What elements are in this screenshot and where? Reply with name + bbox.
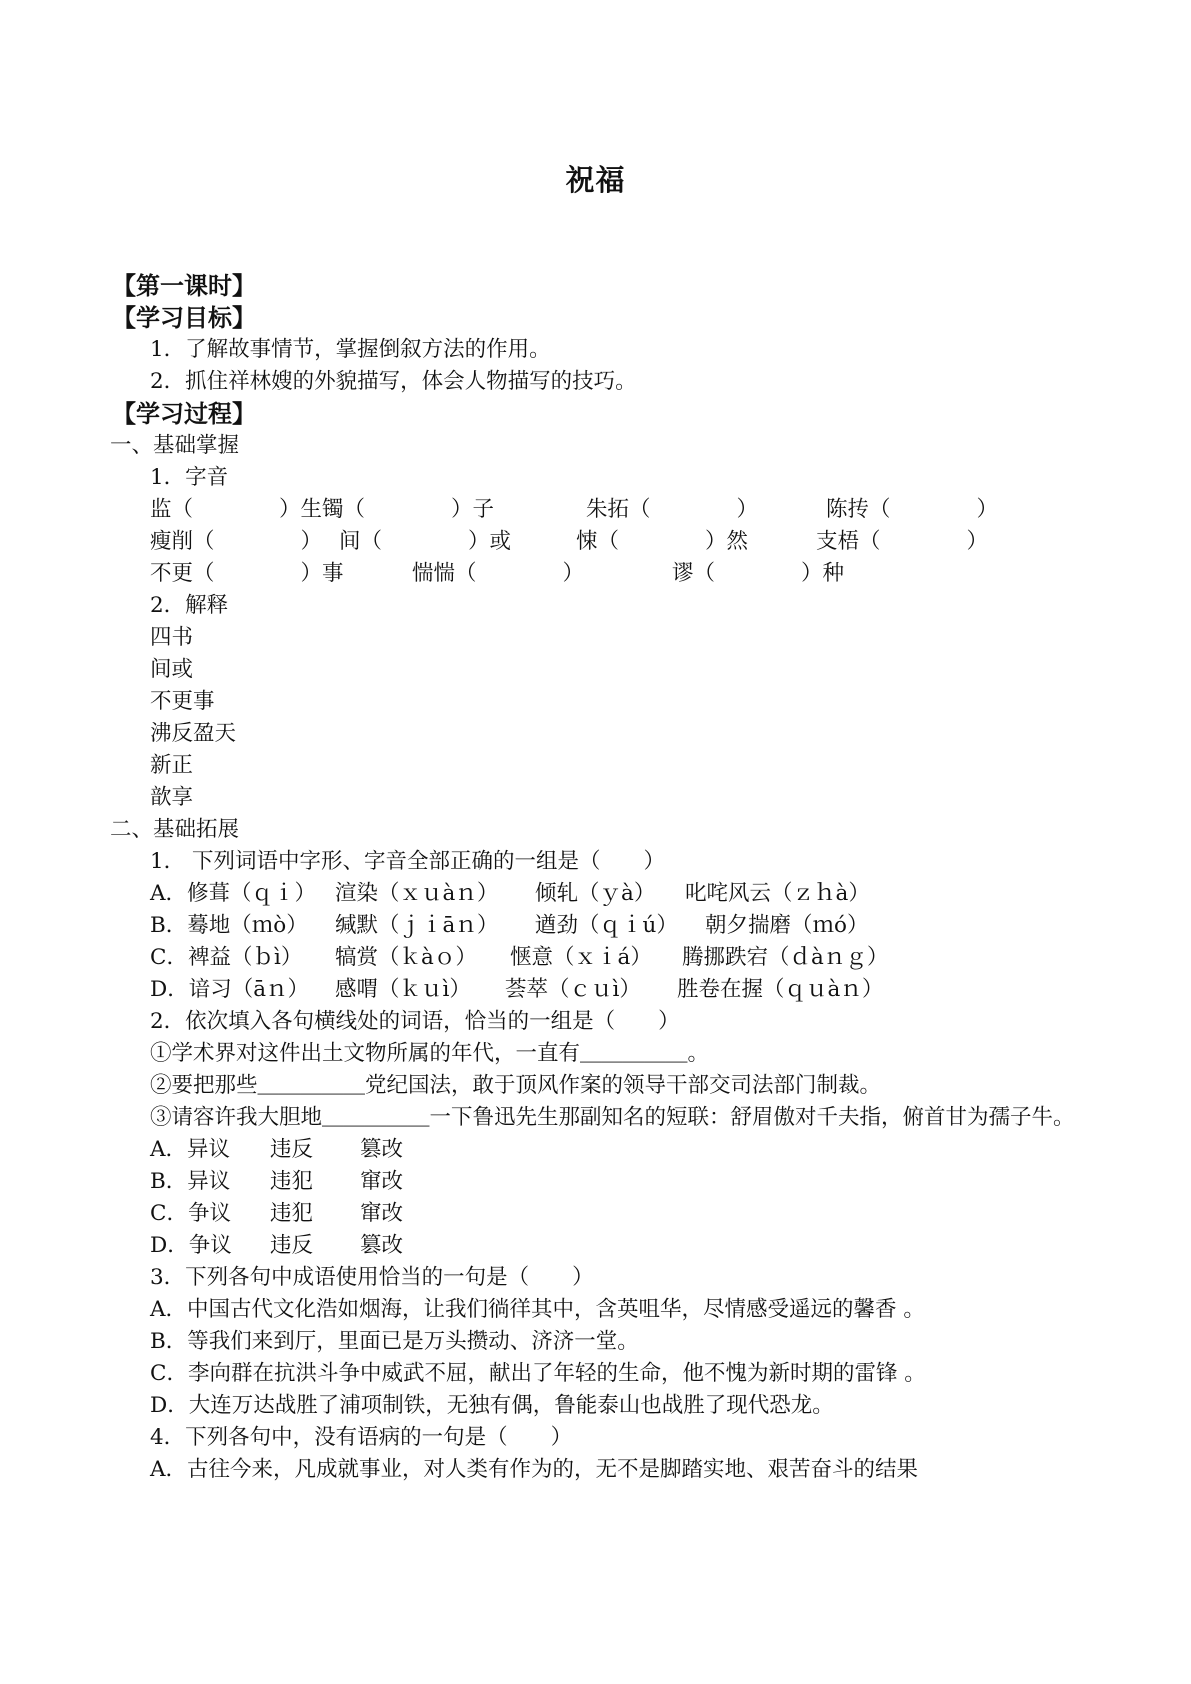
explain-term: 歆享 [150, 785, 194, 810]
option-item: A．古往今来，凡成就事业，对人类有作为的，无不是脚踏实地、艰苦奋斗的结果 [150, 1457, 919, 1482]
option-item: 感喟（ｋｕì） [335, 977, 471, 1002]
pronunciation-item: 谬（ ）种 [672, 561, 845, 586]
explain-term: 不更事 [150, 689, 215, 714]
pronunciation-item: 悚（ ）然 [576, 529, 749, 554]
pronunciation-item: 惴惴（ ） [412, 561, 585, 586]
document-title: 祝福 [565, 163, 626, 197]
fill-sentence: ①学术界对这件出土文物所属的年代，一直有＿＿＿＿＿。 [150, 1041, 710, 1066]
option-item: B．异议 [150, 1169, 231, 1194]
question: 3．下列各句中成语使用恰当的一句是（ ） [150, 1265, 594, 1290]
option-item: 荟萃（ｃｕì） [505, 977, 641, 1002]
option-item: D．大连万达战胜了浦项制铁，无独有偶，鲁能泰山也战胜了现代恐龙。 [150, 1393, 834, 1418]
option-row [110, 1198, 1110, 1230]
pronunciation-item: 瘦削（ ） [150, 529, 323, 554]
option-item: D．谙习（āｎ） [150, 977, 310, 1002]
explain-term: 四书 [150, 625, 194, 650]
option-item: 遒劲（ｑｉú） [535, 913, 678, 938]
option-item: 叱咤风云（ｚｈà） [685, 881, 870, 906]
option-row [110, 878, 1110, 910]
option-item: 倾轧（ｙà） [535, 881, 656, 906]
pronunciation-row [110, 526, 1110, 558]
option-item: 篡改 [360, 1233, 404, 1258]
option-item: B．等我们来到厅，里面已是万头攒动、济济一堂。 [150, 1329, 639, 1354]
option-item: C．裨益（ｂì） [150, 945, 303, 970]
option-item: 违犯 [270, 1201, 314, 1226]
explain-term: 沸反盈天 [150, 721, 237, 746]
pronunciation-item: 间（ ）或 [339, 529, 512, 554]
option-item: 缄默（ｊｉāｎ） [335, 913, 499, 938]
option-item: 犒赏（ｋàｏ） [335, 945, 477, 970]
pronunciation-item: 陈抟（ ） [826, 497, 999, 522]
pronunciation-item: 不更（ ）事 [150, 561, 344, 586]
option-item: C．李向群在抗洪斗争中威武不屈，献出了年轻的生命，他不愧为新时期的雷锋 。 [150, 1361, 926, 1386]
pronunciation-row [110, 494, 1110, 526]
option-item: C．争议 [150, 1201, 231, 1226]
option-item: 腾挪跌宕（ｄàｎｇ） [682, 945, 889, 970]
option-item: 渲染（ｘｕàｎ） [335, 881, 499, 906]
goal-item: 2．抓住祥林嫂的外貌描写，体会人物描写的技巧。 [150, 369, 637, 394]
document-body [110, 270, 1110, 1486]
pronunciation-item: 朱拓（ ） [586, 497, 759, 522]
explain-term: 新正 [150, 753, 194, 778]
option-item: 窜改 [360, 1169, 404, 1194]
option-row [110, 1230, 1110, 1262]
option-item: 违反 [270, 1233, 314, 1258]
option-item: 违犯 [270, 1169, 314, 1194]
option-item: A．异议 [150, 1137, 231, 1162]
section-heading: 一、基础掌握 [110, 433, 240, 458]
fill-sentence: ③请容许我大胆地＿＿＿＿＿一下鲁迅先生那副知名的短联：舒眉傲对千夫指，俯首甘为孺子牛。 [150, 1105, 1075, 1130]
option-item: 惬意（ｘｉá） [510, 945, 652, 970]
pronunciation-item: 支梧（ ） [816, 529, 989, 554]
fill-sentence: ②要把那些＿＿＿＿＿党纪国法，敢于顶风作案的领导干部交司法部门制裁。 [150, 1073, 882, 1098]
option-item: A．中国古代文化浩如烟海，让我们徜徉其中，含英咀华，尽情感受遥远的馨香 。 [150, 1297, 925, 1322]
option-item: 窜改 [360, 1201, 404, 1226]
question: 4．下列各句中，没有语病的一句是（ ） [150, 1425, 573, 1450]
sub-heading: 2．解释 [150, 593, 229, 618]
option-row [110, 910, 1110, 942]
option-item: 胜卷在握（ｑｕàｎ） [677, 977, 884, 1002]
pronunciation-item: 监（ ）生 [150, 497, 323, 522]
option-row [110, 1134, 1110, 1166]
option-item: A．修葺（ｑｉ） [150, 881, 317, 906]
option-item: 朝夕揣磨（ｍó） [705, 913, 869, 938]
option-item: B．蓦地（ｍò） [150, 913, 308, 938]
goal-item: 1．了解故事情节，掌握倒叙方法的作用。 [150, 337, 551, 362]
explain-term: 间或 [150, 657, 194, 682]
option-item: 违反 [270, 1137, 314, 1162]
section-heading: 二、基础拓展 [110, 817, 240, 842]
pronunciation-item: 镯（ ）子 [322, 497, 495, 522]
option-item: 篡改 [360, 1137, 404, 1162]
option-row [110, 1166, 1110, 1198]
pronunciation-row [110, 558, 1110, 590]
goals-heading: 【学习目标】 [112, 303, 256, 332]
question: 1． 下列词语中字形、字音全部正确的一组是（ ） [150, 849, 666, 874]
option-row [110, 942, 1110, 974]
question: 2．依次填入各句横线处的词语，恰当的一组是（ ） [150, 1009, 680, 1034]
option-row [110, 974, 1110, 1006]
lesson-heading: 【第一课时】 [112, 271, 256, 300]
option-item: D．争议 [150, 1233, 232, 1258]
process-heading: 【学习过程】 [112, 399, 256, 428]
sub-heading: 1．字音 [150, 465, 229, 490]
